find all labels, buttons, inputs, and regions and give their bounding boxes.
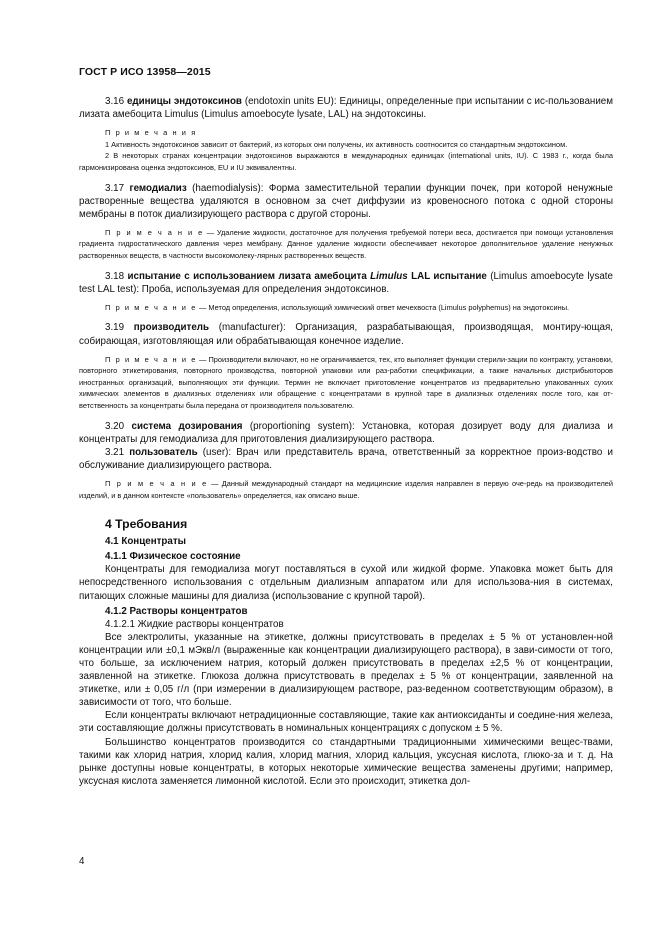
definition-term: система дозирования (131, 420, 243, 432)
definition-number: 3.17 (105, 182, 125, 194)
definition-3-16 (79, 95, 613, 121)
definition-number: 3.18 (105, 270, 125, 282)
page-body (79, 95, 613, 788)
note-text: — Метод определения, использующий химический ответ мечехвоста (Limulus polyphemus) на эндотоксины. (198, 302, 570, 312)
note-label: П р и м е ч а н и е (105, 478, 208, 488)
clause-heading: 4.1.2.1 Жидкие растворы концентратов (105, 618, 284, 630)
definition-text: (haemodialysis): Форма заместительной терапии функции почек, при которой ненужные растворенные вещества удаляются в основном за счет диффузии из кровеносного потока с одной стороны мембраны в поток диализирующего раствора с другой стороны. (79, 182, 613, 220)
definition-term-part: испытание с использованием лизата амебоцита (127, 270, 367, 282)
definition-term: гемодиализ (129, 182, 187, 194)
note-block (79, 302, 613, 314)
definition-text: (endotoxin units EU): Единицы, определенные при испытании с ис-пользованием лизата амебоцита Limulus (Limulus amoebocyte lysate, LAL) на эндотоксины. (79, 96, 613, 121)
note-text: — Данный международный стандарт на медицинские изделия направлен в первую оче-редь на производителей изделий, и в данном контексте «пользователь» определяется, как описано выше. (79, 478, 613, 500)
section-heading: 4 Требования (105, 517, 188, 532)
paragraph: Концентраты для гемодиализа могут поставляться в сухой или жидкой форме. Упаковка может быть для непосредственного использования с отдельным диализным аппаратом или для использова-ния в системах, питающих сложные машины для диализа (использование с крупной тарой). (79, 564, 613, 602)
definition-3-17 (79, 182, 613, 221)
definition-text: (user): Врач или представитель врача, ответственный за корректное произ-водство и обслуживание диализирующего раствора. (79, 446, 613, 471)
note-block (79, 354, 613, 412)
definition-text: (proportioning system): Установка, которая дозирует воду для диализа и концентраты для гемодиализа для приготовления диализирующего раствора. (79, 420, 613, 445)
paragraph: Все электролиты, указанные на этикетке, должны присутствовать в пределах ± 5 % от установлен-ной концентрации или ±0,1 мЭкв/л (выраженные как концентрации диализирующего раствора), в зави-симости от того, что больше, за исключением натрия, который должен присутствовать в пределах ±2,5 % от концентрации, заявленной на этикетке. Глюкоза должна присутствовать в пределах ± 5 % от концентрации, заявленной на этикетке, или ± 0,05 г/л (при измерении в диализирующем растворе, раз-веденном соответствующим образом), в зависимости от того, что больше. (79, 631, 613, 709)
definition-text: (Limulus amoebocyte lysate test LAL test): Проба, используемая для определения эндотоксинов. (79, 270, 613, 295)
definition-3-19 (79, 321, 613, 347)
note-text: — Удаление жидкости, достаточное для получения требуемой потери веса, достигается при помощи установления градиента гидростатического давления через мембрану. Данное удаление жидкости обеспечивает некоторое дополнительное удаление ненужных растворенных веществ, в частности высокомолеку-лярных растворенных веществ. (79, 227, 613, 261)
note-text: — Производители включают, но не ограничивается, тех, кто выполняет функции стерили-зации по контракту, установки, повторного этикетирования, повторного производства, повторной упаковки или раз-работки спецификации, а также начальных дистрибьюторов иностранных организаций, выполняющих эти функции. Термин не включает приготовление концентратов из предварительно упакованных сухих химических элементов в диализных отделениях или обращение с концентратами в крупной таре в диализных отделениях после того, как от-ветственность за концентраты была передана от производителя пользователю. (79, 354, 613, 410)
definition-term (127, 271, 486, 282)
definition-number: 3.19 (105, 322, 125, 334)
notes-label: П р и м е ч а н и я (105, 128, 197, 138)
note-text: 1 Активность эндотоксинов зависит от бактерий, из которых они получены, их активность соотносится со стандартным эндотоксином. (105, 139, 568, 149)
definition-number: 3.20 (105, 420, 125, 432)
definition-3-20 (79, 420, 613, 446)
definition-3-18 (79, 270, 613, 296)
definition-term-italic: Limulus (370, 270, 408, 282)
note-text: 2 В некоторых странах концентрации эндотоксинов выражаются в международных единицах (international units, IU). С 1983 г., когда была гармонизирована оценка эндотоксинов, EU и IU эквивалентны. (79, 151, 613, 172)
document-header: ГОСТ Р ИСО 13958—2015 (79, 66, 211, 78)
definition-term: производитель (133, 322, 210, 334)
subsubsection-heading: 4.1.1 Физическое состояние (105, 551, 241, 563)
note-block (79, 227, 613, 262)
paragraph: Большинство концентратов производится со стандартными традиционными химическими вещес-твами, такими как хлорид натрия, хлорид калия, хлорид магния, хлорид кальция, уксусная кислота, глюко-за и т. д. На рынке доступны новые концентраты, в которых некоторые химические вещества заменены другими; например, уксусная кислота заменяется лимонной кислотой. Если это происходит, этикетка дол- (79, 736, 613, 787)
subsection-heading: 4.1 Концентраты (105, 536, 187, 548)
note-label: П р и м е ч а н и е (105, 302, 197, 312)
definition-text: (manufacturer): Организация, разрабатывающая, производящая, монтиру-ющая, собирающая, изготовляющая или обрабатывающая конечное изделие. (79, 322, 613, 347)
definition-term-part: LAL испытание (411, 270, 487, 282)
definition-term: пользователь (129, 446, 198, 458)
page-number: 4 (79, 856, 85, 867)
definition-term: единицы эндотоксинов (126, 96, 242, 107)
note-block (79, 478, 613, 501)
definition-number: 3.16 (105, 96, 125, 107)
note-label: П р и м е ч а н и е (105, 227, 204, 237)
subsubsection-heading: 4.1.2 Растворы концентратов (105, 605, 248, 617)
paragraph: Если концентраты включают нетрадиционные составляющие, такие как антиоксиданты и соедине-ния железа, эти составляющие должны присутствовать в номинальных концентрациях с допуском ± 5 %. (79, 710, 613, 735)
note-label: П р и м е ч а н и е (105, 354, 197, 364)
definition-number: 3.21 (105, 446, 125, 458)
definition-3-21 (79, 446, 613, 472)
